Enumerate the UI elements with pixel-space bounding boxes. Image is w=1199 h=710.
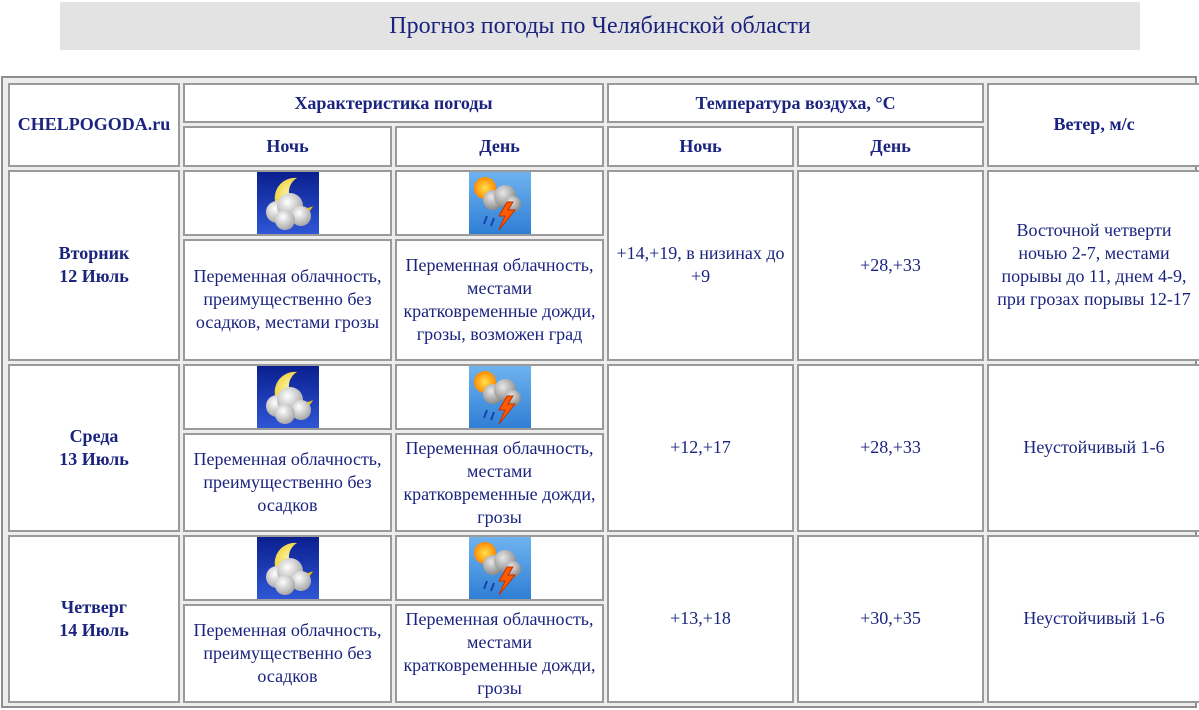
- day-row-icons: [8, 535, 1199, 601]
- night-icon-cell: [183, 170, 392, 236]
- weekday: Четверг: [61, 596, 127, 617]
- page-title: Прогноз погоды по Челябинской области: [389, 12, 811, 39]
- temp-night-header: Ночь: [607, 126, 794, 166]
- day-row-icons: [8, 170, 1199, 236]
- temp-day-cell: +28,+33: [797, 364, 984, 532]
- night-icon-cell: [183, 535, 392, 601]
- forecast-frame: [1, 76, 1197, 708]
- day-icon-cell: [395, 535, 604, 601]
- header-row-top: [8, 83, 1199, 123]
- day-label-cell: [8, 364, 180, 532]
- weekday: Среда: [69, 425, 119, 446]
- day-icon-cell: [395, 364, 604, 430]
- date: 13 Июль: [59, 448, 129, 469]
- brand-cell: CHELPOGODA.ru: [8, 83, 180, 167]
- weather-day-header: День: [395, 126, 604, 166]
- day-desc-cell: Переменная облачность, местами кратковременные дожди, грозы: [395, 604, 604, 703]
- night-desc-cell: Переменная облачность, преимущественно без осадков: [183, 604, 392, 703]
- date: 12 Июль: [59, 266, 129, 287]
- temp-night-cell: +13,+18: [607, 535, 794, 703]
- wind-cell: Неустойчивый 1-6: [987, 535, 1199, 703]
- day-row-icons: [8, 364, 1199, 430]
- night-icon-cell: [183, 364, 392, 430]
- night-desc-cell: Переменная облачность, преимущественно без осадков, местами грозы: [183, 239, 392, 361]
- temp-day-cell: +30,+35: [797, 535, 984, 703]
- thunderstorm-rain-icon: [469, 366, 531, 428]
- weekday: Вторник: [58, 243, 130, 264]
- night-desc-cell: Переменная облачность, преимущественно без осадков: [183, 433, 392, 532]
- day-label-cell: [8, 170, 180, 361]
- temp-night-cell: +14,+19, в низинах до +9: [607, 170, 794, 361]
- temp-day-header: День: [797, 126, 984, 166]
- moon-cloud-icon: [257, 172, 319, 234]
- date: 14 Июль: [59, 619, 129, 640]
- day-icon-cell: [395, 170, 604, 236]
- moon-cloud-icon: [257, 537, 319, 599]
- weather-char-header: Характеристика погоды: [183, 83, 604, 123]
- forecast-table: [5, 80, 1199, 706]
- thunderstorm-rain-icon: [469, 172, 531, 234]
- page-title-bar: [60, 2, 1140, 50]
- air-temp-header: Температура воздуха, °С: [607, 83, 984, 123]
- wind-cell: Восточной четверти ночью 2-7, местами порывы до 11, днем 4-9, при грозах порывы 12-17: [987, 170, 1199, 361]
- day-desc-cell: Переменная облачность, местами кратковременные дожди, грозы: [395, 433, 604, 532]
- moon-cloud-icon: [257, 366, 319, 428]
- temp-night-cell: +12,+17: [607, 364, 794, 532]
- day-label-cell: [8, 535, 180, 703]
- wind-header: Ветер, м/с: [987, 83, 1199, 167]
- temp-day-cell: +28,+33: [797, 170, 984, 361]
- wind-cell: Неустойчивый 1-6: [987, 364, 1199, 532]
- day-desc-cell: Переменная облачность, местами кратковременные дожди, грозы, возможен град: [395, 239, 604, 361]
- weather-night-header: Ночь: [183, 126, 392, 166]
- thunderstorm-rain-icon: [469, 537, 531, 599]
